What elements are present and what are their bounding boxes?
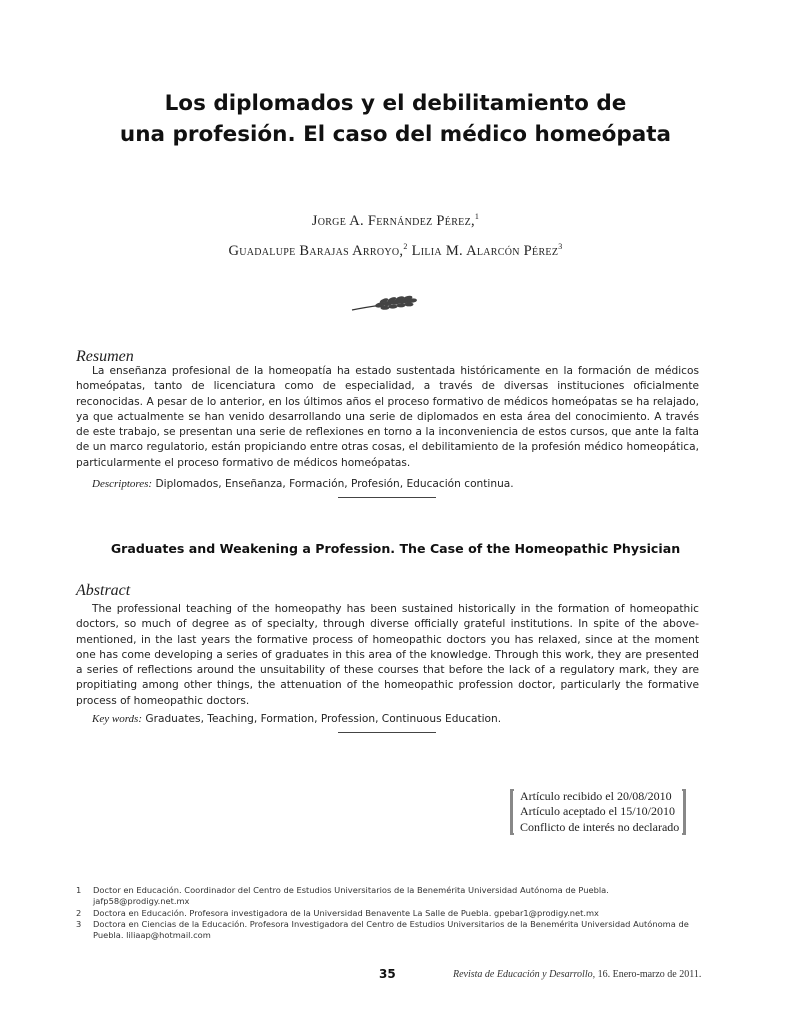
resumen-text: La enseñanza profesional de la homeopatía ha estado sustentada históricamente en la formación de médicos homeópatas, tanto de licenciatura como de especialidad, a través de diversas instituciones oficialmente reconocidas. A pesar de lo anterior, en los últimos años el proceso formativo de médicos homeópatas se ha relajado, ya que actualmente se han venido desarrollando una serie de diplomados en esta área del conocimiento. A través de este trabajo, se presentan una serie de reflexiones en torno a la inconveniencia de estos cursos, que ante la falta de un marco regulatorio, están propiciando entre otras cosas, el debilitamiento de la profesión médico homeopática, particularmente el proceso formativo de médicos homeópatas. [76,365,699,469]
footnote [76,908,700,919]
author-name: Guadalupe Barajas Arroyo, [228,242,404,259]
author-footnote-ref: 1 [474,212,480,221]
journal-issue: 16. Enero-marzo de 2011. [595,969,702,980]
wheat-ear-icon [346,293,426,315]
author-name: Lilia M. Alarcón Pérez [411,242,559,259]
keywords-label: Descriptores: [92,478,153,490]
footnote-number: 2 [76,907,82,918]
resumen-keywords [92,478,514,490]
abstract-body [76,602,699,709]
journal-citation [453,969,701,980]
footnote-text: Doctor en Educación. Coordinador del Centro de Estudios Universitarios de la Benemérita Universidad Autónoma de Puebla. jafp58@prodigy.net.mx [93,885,609,907]
author-line-2 [60,234,731,264]
footnote-number: 3 [76,918,82,929]
keywords-label: Key words: [92,713,143,725]
abstract-heading: Abstract [76,582,131,599]
author-list [60,204,731,264]
resumen-heading: Resumen [76,348,134,365]
conflict-statement: Conflicto de interés no declarado [520,819,680,834]
keywords-text: Graduates, Teaching, Formation, Profession, Continuous Education. [145,713,502,725]
footnotes [76,885,700,941]
footnote-text: Doctora en Ciencias de la Educación. Profesora Investigadora del Centro de Estudios Universitarios de la Benemérita Universidad Autónoma de Puebla. liliaap@hotmail.com [93,918,689,941]
keywords-text: Diplomados, Enseñanza, Formación, Profesión, Educación continua. [155,478,514,490]
english-title: Graduates and Weakening a Profession. The Case of the Homeopathic Physician [110,541,681,556]
abstract-text: The professional teaching of the homeopathy has been sustained historically in the formation of homeopathic doctors, so much of degree as of specialty, through diverse officially grateful institutions. In spite of the above-mentioned, in the last years the formative process of homeopathic doctors you has relaxed, since at the moment one has come developing a series of graduates in this area of the knowledge. Through this work, they are presented a series of reflections around the unsuitability of these courses that before the lack of a regulatory mark, they are propitiating among other things, the attenuation of the homeopathic profession doctor, particularly the formative process of homeopathic doctors. [76,603,699,707]
journal-name: Revista de Educación y Desarrollo, [453,969,596,980]
author-footnote-ref: 2 [403,241,408,251]
received-date: Artículo recibido el 20/08/2010 [520,789,672,803]
resumen-body [76,364,699,471]
accepted-date: Artículo aceptado el 15/10/2010 [520,804,675,819]
title-line-2: una profesión. El caso del médico homeópata [119,122,672,147]
section-divider [338,732,436,733]
author-name: Jorge A. Fernández Pérez, [311,212,475,229]
footnote-number: 1 [76,885,82,895]
footnote [76,919,700,942]
author-footnote-ref: 3 [558,241,563,251]
abstract-keywords [92,713,501,725]
footnote [76,885,700,908]
author-line-1 [60,204,731,234]
section-divider [338,497,436,498]
page-number: 35 [379,967,396,981]
title-line-1: Los diplomados y el debilitamiento de [164,91,627,116]
footnote-text: Doctora en Educación. Profesora investigadora de la Universidad Benavente La Salle de Puebla. gpebar1@prodigy.net.mx [93,907,599,918]
article-title [60,88,731,150]
article-dates-box [510,789,686,835]
